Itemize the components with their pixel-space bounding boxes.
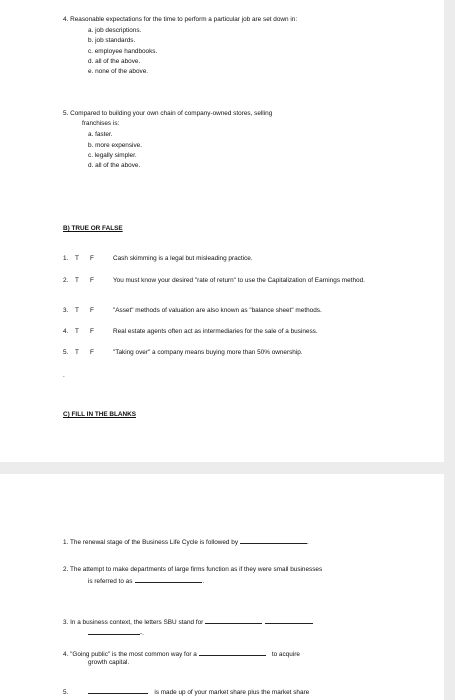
false-option[interactable]: F <box>90 307 94 314</box>
fill-question-4-continued: growth capital. <box>88 659 130 666</box>
statement: You must know your desired "rate of return" to use the Capitalization of Earnings method. <box>113 277 365 284</box>
statement: Cash skimming is a legal but misleading practice. <box>113 255 253 262</box>
item-number: 4. <box>63 328 69 335</box>
question-number: 5. <box>63 110 69 117</box>
answer-blank[interactable] <box>199 648 266 656</box>
answer-blank[interactable] <box>88 686 148 694</box>
question-text: 3. In a business context, the letters SBU stand for <box>63 619 204 626</box>
stray-mark: . <box>63 372 65 379</box>
false-option[interactable]: F <box>90 328 94 335</box>
question-text: Compared to building your own chain of company-owned stores, selling <box>70 110 273 117</box>
answer-blank[interactable] <box>135 575 202 583</box>
question-text: is referred to as <box>88 578 133 585</box>
question-text: Reasonable expectations for the time to perform a particular job are set down in: <box>70 16 298 23</box>
statement: "Asset" methods of valuation are also known as "balance sheet" methods. <box>113 307 322 314</box>
question-text: 2. The attempt to make departments of large firms function as if they were small businesses <box>63 566 323 573</box>
item-number: 3. <box>63 307 69 314</box>
true-option[interactable]: T <box>75 307 79 314</box>
question-text: 4. "Going public" is the most common way for a <box>63 651 197 658</box>
item-number: 1. <box>63 255 69 262</box>
option-d: d. all of the above. <box>88 58 141 65</box>
question-text: 1. The renewal stage of the Business Life Cycle is followed by <box>63 539 239 546</box>
option-d: d. all of the above. <box>88 162 141 169</box>
false-option[interactable]: F <box>90 255 94 262</box>
answer-blank[interactable] <box>88 627 140 635</box>
fill-question-3-continued: -. <box>88 627 144 639</box>
option-e: e. none of the above. <box>88 68 149 75</box>
answer-blank[interactable] <box>205 616 262 624</box>
answer-blank[interactable] <box>265 616 313 624</box>
question-text: is made up of your market share plus the market share <box>154 689 310 696</box>
option-a: a. job descriptions. <box>88 27 142 34</box>
item-number: 2. <box>63 277 69 284</box>
mc-question-4 <box>63 15 297 25</box>
question-number: 5. <box>63 689 69 696</box>
fill-question-2 <box>63 565 322 575</box>
true-option[interactable]: T <box>75 328 79 335</box>
fill-question-1: 1. The renewal stage of the Business Life Cycle is followed by . <box>63 536 309 548</box>
option-c: c. employee handbooks. <box>88 48 158 55</box>
fill-question-2-continued: is referred to as . <box>88 575 204 587</box>
mc-question-5 <box>63 109 272 119</box>
option-b: b. more expensive. <box>88 142 142 149</box>
fill-question-5 <box>63 686 309 698</box>
answer-blank[interactable] <box>240 536 307 544</box>
item-number: 5. <box>63 349 69 356</box>
statement: Real estate agents often act as intermediaries for the sale of a business. <box>113 328 318 335</box>
option-a: a. faster. <box>88 131 113 138</box>
question-text-continued: franchises is: <box>82 120 120 127</box>
section-heading-true-false: B) TRUE OR FALSE <box>63 225 123 232</box>
section-heading-fill-in: C) FILL IN THE BLANKS <box>63 411 137 418</box>
true-option[interactable]: T <box>75 277 79 284</box>
false-option[interactable]: F <box>90 277 94 284</box>
true-option[interactable]: T <box>75 255 79 262</box>
option-c: c. legally simpler. <box>88 152 137 159</box>
question-number: 4. <box>63 16 69 23</box>
statement: "Taking over" a company means buying more than 50% ownership. <box>113 349 303 356</box>
question-text-after-blank: to acquire <box>271 651 300 658</box>
option-b: b. job standards. <box>88 37 136 44</box>
true-option[interactable]: T <box>75 349 79 356</box>
false-option[interactable]: F <box>90 349 94 356</box>
document-page-2 <box>0 474 444 700</box>
